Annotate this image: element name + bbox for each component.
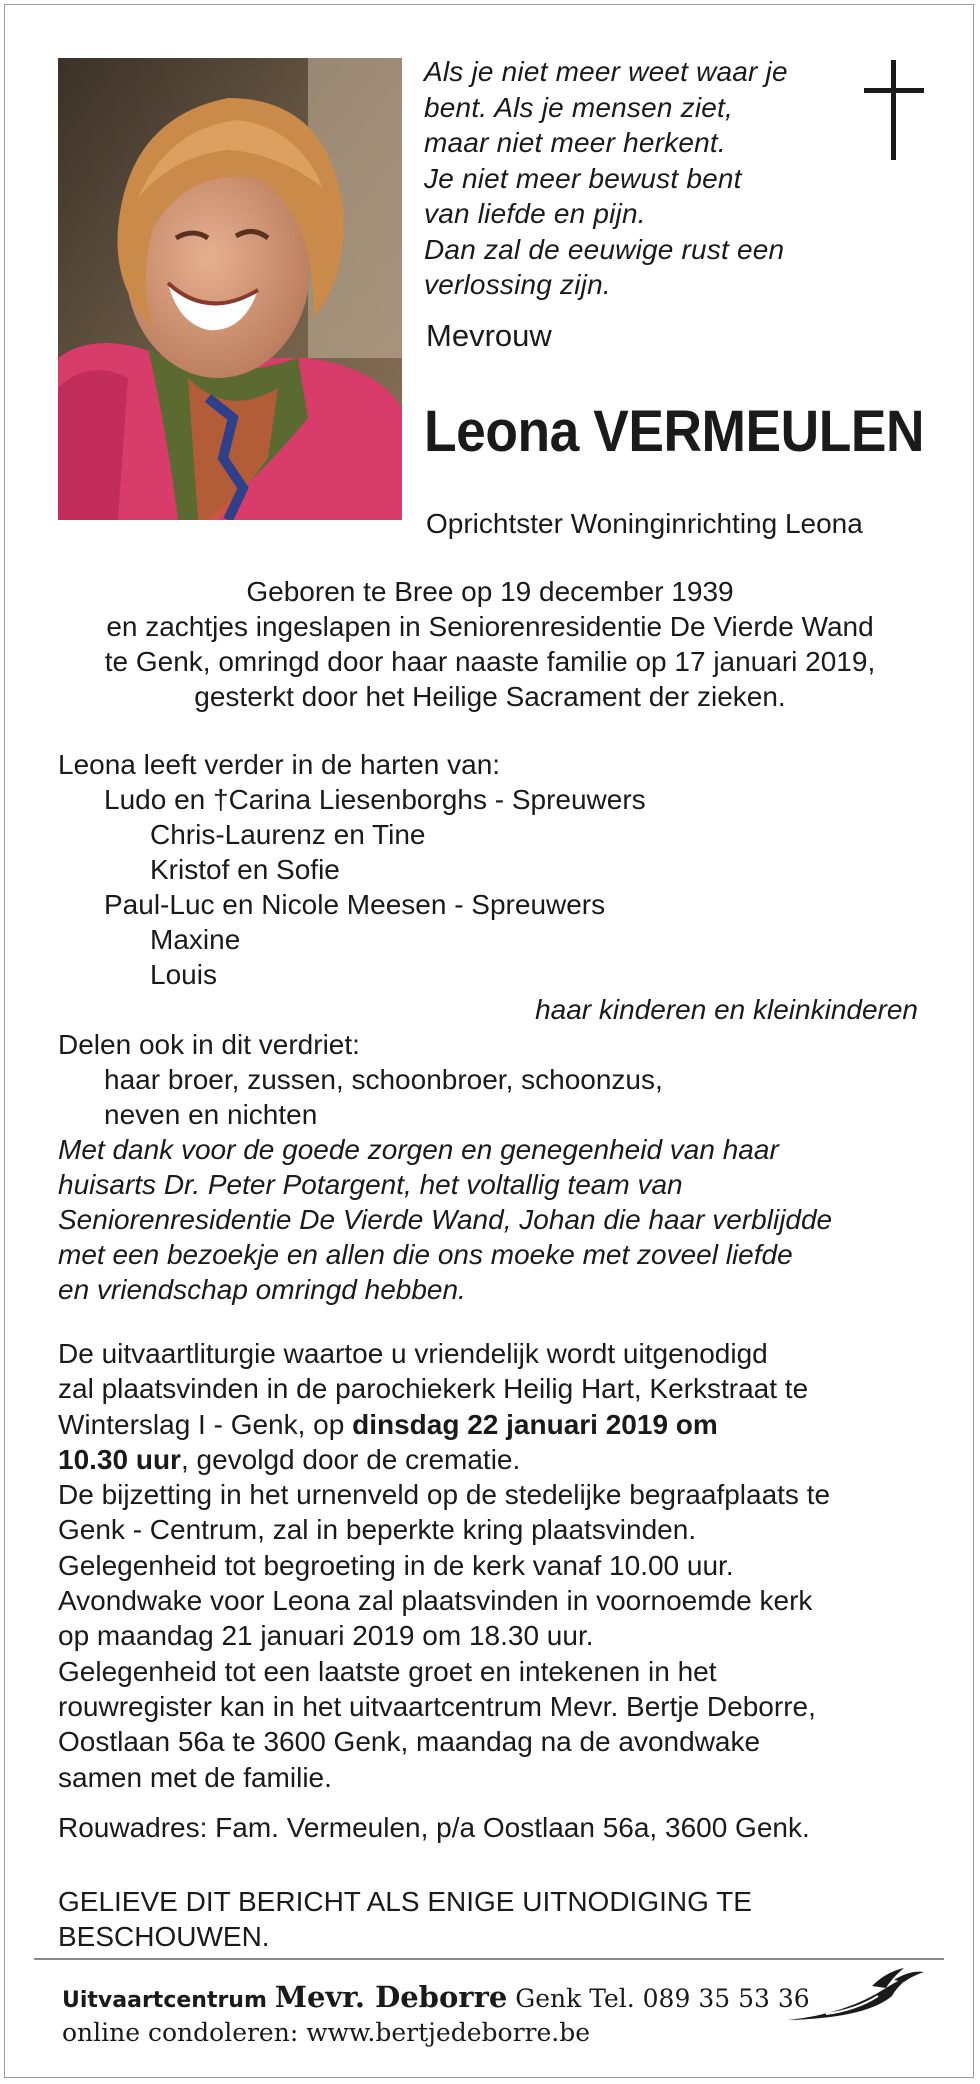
family-grandchild: Louis (150, 959, 217, 990)
funeral-details (58, 1336, 928, 1795)
invitation-notice (58, 1884, 752, 1954)
funeral-line: De bijzetting in het urnenveld op de stedelijke begraafplaats te (58, 1479, 831, 1511)
funeral-line: Gelegenheid tot een laatste groet en intekenen in het (58, 1655, 717, 1687)
family-child: Ludo en †Carina Liesenborghs - Spreuwers (104, 784, 646, 815)
poem-line: bent. Als je mensen ziet, (424, 91, 734, 123)
share-line: haar broer, zussen, schoonbroer, schoonzus, (104, 1064, 663, 1095)
poem-line: van liefde en pijn. (424, 198, 646, 229)
family-kids-label: haar kinderen en kleinkinderen (535, 994, 918, 1025)
funeral-line: Avondwake voor Leona zal plaatsvinden in voornoemde kerk (58, 1585, 813, 1617)
funeral-line: zal plaatsvinden in de parochiekerk Heilig Hart, Kerkstraat te (58, 1373, 809, 1405)
thanks-line: huisarts Dr. Peter Potargent, het voltallig team van (58, 1169, 683, 1200)
funeral-line: De uitvaartliturgie waartoe u vriendelijk wordt uitgenodigd (58, 1338, 768, 1369)
poem-line: maar niet meer herkent. (424, 127, 726, 158)
family-list (58, 747, 928, 1132)
thanks-line: Met dank voor de goede zorgen en genegenheid van haar (58, 1134, 779, 1165)
notice-line: GELIEVE DIT BERICHT ALS ENIGE UITNODIGING TE (58, 1886, 752, 1917)
funeral-date: dinsdag 22 januari 2019 om (352, 1408, 718, 1440)
birth-line: gesterkt door het Heilige Sacrament der zieken. (194, 681, 786, 712)
footer-divider (34, 1958, 944, 1960)
poem-line: Dan zal de eeuwige rust een (424, 233, 785, 265)
funeral-line: Genk - Centrum, zal in beperkte kring plaatsvinden. (58, 1514, 697, 1546)
family-grandchild: Kristof en Sofie (150, 854, 340, 885)
thanks-line: en vriendschap omringd hebben. (58, 1274, 466, 1305)
funeral-home-city: Genk (515, 1984, 582, 2013)
thanks-paragraph (58, 1132, 928, 1307)
cross-icon (862, 60, 926, 160)
funeral-line (58, 1442, 928, 1477)
mourning-address: Rouwadres: Fam. Vermeulen, p/a Oostlaan 56a, 3600 Genk. (58, 1812, 810, 1843)
share-line: neven en nichten (104, 1099, 318, 1130)
family-grandchild: Maxine (150, 924, 241, 955)
funeral-line: Gelegenheid tot begroeting in de kerk vanaf 10.00 uur. (58, 1549, 734, 1581)
birth-death-details (58, 574, 922, 714)
deceased-role: Oprichtster Woninginrichting Leona (426, 508, 863, 539)
funeral-home-label: Uitvaartcentrum (62, 1988, 267, 2013)
family-grandchild: Chris-Laurenz en Tine (150, 819, 426, 850)
salutation: Mevrouw (426, 318, 552, 353)
funeral-line: rouwregister kan in het uitvaartcentrum Mevr. Bertje Deborre, (58, 1690, 816, 1722)
funeral-line: samen met de familie. (58, 1761, 332, 1793)
funeral-line (58, 1407, 928, 1442)
funeral-home-line (62, 1980, 810, 2014)
funeral-line: op maandag 21 januari 2019 om 18.30 uur. (58, 1620, 594, 1652)
poem (424, 54, 824, 303)
funeral-home-phone: Tel. 089 35 53 36 (589, 1984, 810, 2013)
birth-line: te Genk, omringd door haar naaste familie op 17 januari 2019, (104, 646, 876, 677)
funeral-text: Winterslag I - Genk, op (58, 1408, 353, 1440)
funeral-time: 10.30 uur (58, 1443, 181, 1475)
family-intro: Leona leeft verder in de harten van: (58, 749, 501, 780)
funeral-text: , gevolgd door de crematie. (180, 1443, 521, 1475)
deceased-name: Leona VERMEULEN (424, 399, 925, 464)
poem-line: Als je niet meer weet waar je (424, 56, 788, 87)
dove-logo-icon (786, 1966, 926, 2024)
poem-line: Je niet meer bewust bent (424, 162, 742, 194)
online-condolence: online condoleren: www.bertjedeborre.be (62, 2018, 591, 2047)
share-intro: Delen ook in dit verdriet: (58, 1029, 360, 1060)
funeral-home-brand: Mevr. Deborre (274, 1980, 508, 2014)
funeral-line: Oostlaan 56a te 3600 Genk, maandag na de avondwake (58, 1726, 761, 1758)
poem-line: verlossing zijn. (424, 269, 611, 300)
thanks-line: Seniorenresidentie De Vierde Wand, Johan die haar verblijdde (58, 1204, 833, 1235)
birth-line: en zachtjes ingeslapen in Seniorenresidentie De Vierde Wand (106, 611, 874, 642)
portrait-photo (58, 58, 402, 520)
birth-line: Geboren te Bree op 19 december 1939 (246, 576, 734, 607)
thanks-line: met een bezoekje en allen die ons moeke met zoveel liefde (58, 1239, 793, 1270)
notice-line: BESCHOUWEN. (58, 1921, 270, 1952)
family-child: Paul-Luc en Nicole Meesen - Spreuwers (104, 889, 606, 920)
